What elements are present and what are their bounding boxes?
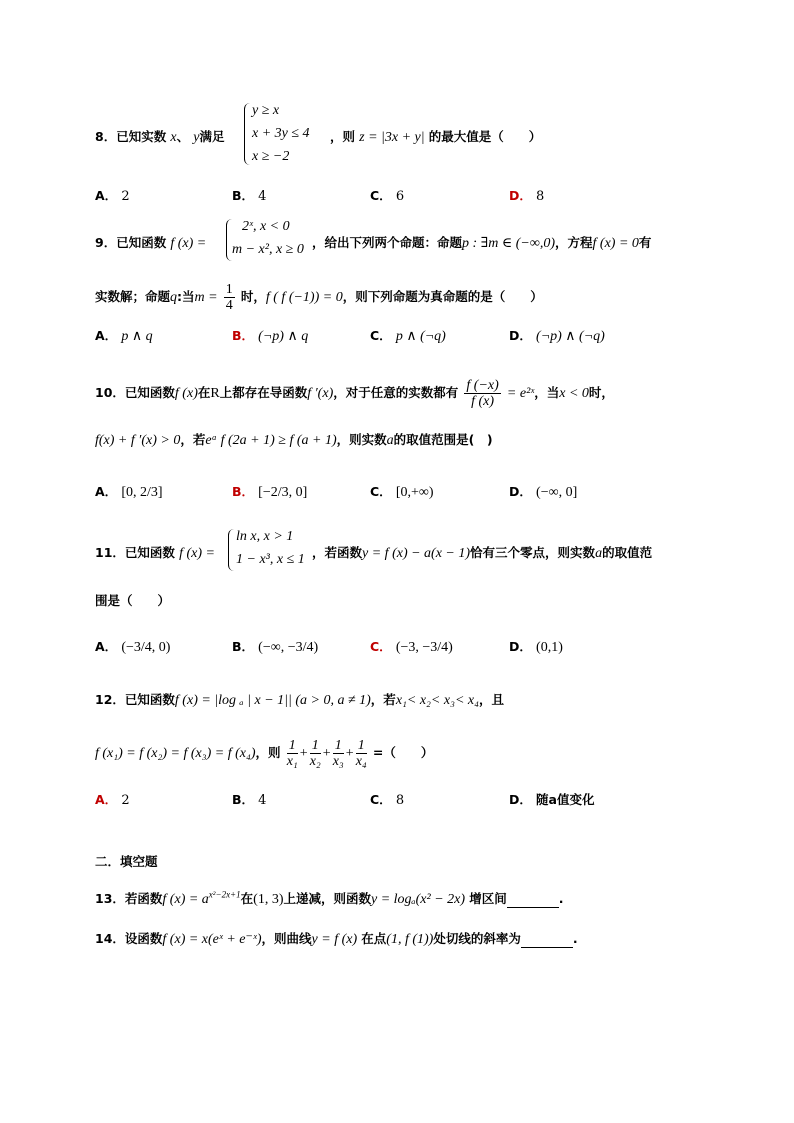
option-label: B．: [232, 792, 255, 807]
q10-mid1: 在: [197, 385, 211, 400]
option-label: A．: [95, 328, 118, 343]
q11-piecewise-brace: [228, 529, 235, 571]
fraction-denominator: 4: [225, 298, 233, 313]
q14-mid2: 在点: [361, 931, 387, 946]
q8-prefix: 已知实数: [116, 129, 167, 144]
option-label: B．: [232, 639, 255, 654]
fraction-denominator: x₂: [309, 754, 321, 769]
q8-var-x: x: [170, 130, 177, 145]
q14-dot: .: [572, 931, 578, 946]
q12-term-4: [356, 738, 367, 769]
q14-number: 14．: [95, 931, 125, 946]
q13-mid2: 上递减，则函数: [283, 891, 371, 906]
q11-option-c: [370, 637, 453, 656]
q8-option-a: [95, 186, 130, 204]
q9-fx: f (x) =: [170, 236, 207, 251]
q10-line2-b: ，则实数: [336, 432, 387, 447]
q9-piece-1: 2ˣ, x < 0: [242, 219, 290, 234]
option-value: (¬p) ∧ q: [258, 329, 309, 344]
q10-prefix: 已知函数: [124, 385, 175, 400]
q12-term-2: [310, 738, 321, 769]
q13-dot: .: [558, 891, 564, 906]
option-value: p ∧ q: [121, 329, 153, 344]
section-title: 二．填空题: [95, 854, 158, 869]
q9-line2-a: 实数解；命题: [95, 289, 171, 304]
q9-mid2: ，方程: [555, 235, 593, 250]
q12-fx: f (x) = |log ₐ | x − 1|| (a > 0, a ≠ 1): [174, 693, 371, 708]
fraction-numerator: 1: [287, 738, 298, 754]
q8-z-text: ，则: [330, 129, 356, 144]
option-value: 2: [121, 189, 130, 204]
option-label: D．: [509, 484, 532, 499]
fraction-denominator: f (x): [471, 394, 495, 409]
q11-piece-2: 1 − x³, x ≤ 1: [236, 552, 305, 567]
q11-end1: 的取值范: [602, 545, 653, 560]
q8-system-brace: [244, 103, 251, 165]
q11-mid2: 恰有三个零点，则实数: [470, 545, 596, 560]
option-value: 4: [258, 189, 267, 204]
q10-R: R: [210, 386, 220, 401]
q12-number: 12．: [95, 692, 125, 707]
q8-var-y: y: [193, 130, 200, 145]
q11-line2: 围是（ ）: [95, 593, 171, 608]
q12-option-c: [370, 790, 404, 808]
q10-a-var: a: [386, 433, 394, 448]
q14-answer-blank[interactable]: [521, 933, 573, 948]
option-label-answer: D．: [509, 188, 532, 203]
option-value: (0,1): [536, 640, 563, 655]
q12-option-a: [95, 790, 130, 808]
q14-curve: y = f (x): [311, 932, 358, 947]
q13-number: 13．: [95, 891, 125, 906]
q9-fraction: [224, 282, 235, 313]
option-label: A．: [95, 188, 118, 203]
q10-fx: f (x): [174, 386, 198, 401]
q8-number: 8．: [95, 129, 117, 144]
q8-option-c: [370, 186, 404, 204]
q12-end1: ，且: [478, 692, 504, 707]
q13-answer-blank[interactable]: [507, 893, 559, 908]
q11-number: 11．: [95, 545, 125, 560]
q8-constraint-3: x ≥ −2: [252, 149, 290, 164]
q10-number: 10．: [95, 385, 125, 400]
q12-prefix: 已知函数: [124, 692, 175, 707]
q10-option-b: [232, 482, 307, 501]
q8-option-b: [232, 186, 266, 204]
option-label-answer: A．: [95, 792, 118, 807]
fraction-denominator: x₄: [355, 754, 367, 769]
q13-fx: f (x) = a: [162, 892, 209, 907]
q12-line2-expr: f (x₁) = f (x₂) = f (x₃) = f (x₄): [95, 746, 256, 761]
option-label-answer: C．: [370, 639, 392, 654]
q14-prefix: 设函数: [124, 931, 163, 946]
option-label: C．: [370, 792, 392, 807]
question-14: [95, 929, 578, 948]
q10-mid4: ，当: [534, 385, 560, 400]
q10-fraction: [464, 378, 500, 409]
q10-fpx: f ′(x): [307, 386, 334, 401]
q9-end1: 有: [638, 235, 652, 250]
option-label: A．: [95, 484, 118, 499]
q10-end1: 时，: [588, 385, 614, 400]
option-value: (−3, −3/4): [395, 640, 453, 655]
option-value: [−2/3, 0]: [258, 485, 308, 500]
q8-constraint-2: x + 3y ≤ 4: [252, 126, 310, 141]
q9-line2-c: 时，: [240, 289, 266, 304]
option-value: (−∞, 0]: [536, 485, 578, 500]
option-value: 8: [536, 189, 545, 204]
q10-line2-a: ，若: [180, 432, 206, 447]
q8-option-d: [509, 186, 544, 204]
option-value: 随a值变化: [536, 792, 595, 807]
q9-line2-b: :当: [177, 289, 195, 304]
q8-z-expr: z = |3x + y|: [359, 130, 425, 145]
option-value: 6: [395, 189, 405, 204]
q8-sep: 、: [176, 129, 190, 144]
q10-mid3: ，对于任意的实数都有: [333, 385, 459, 400]
q12-term-1: [287, 738, 298, 769]
q12-mid: ，若: [370, 692, 396, 707]
option-value: 8: [395, 793, 405, 808]
q12-line2-a: ，则: [255, 745, 281, 760]
fraction-numerator: 1: [310, 738, 321, 754]
q9-q-var: q: [170, 290, 178, 305]
fraction-numerator: 1: [225, 282, 233, 297]
q14-point: (1, f (1)): [386, 932, 434, 947]
q13-mid: 在: [240, 891, 254, 906]
q11-prefix: 已知函数: [124, 545, 175, 560]
q9-option-c: [370, 326, 446, 345]
option-label: C．: [370, 484, 392, 499]
q10-cond: x < 0: [559, 386, 589, 401]
q9-option-d: [509, 326, 605, 345]
q11-a-var: a: [595, 546, 603, 561]
q10-option-a: [95, 482, 163, 501]
option-label: D．: [509, 639, 532, 654]
q10-line2-expr: f(x) + f ′(x) > 0: [95, 433, 181, 448]
q11-option-d: [509, 637, 563, 656]
option-label: D．: [509, 328, 532, 343]
q10-option-c: [370, 482, 434, 501]
q9-eq: f (x) = 0: [592, 236, 639, 251]
q9-prefix: 已知函数: [116, 235, 167, 250]
option-label: C．: [370, 188, 392, 203]
q9-option-b: [232, 326, 308, 345]
option-label: D．: [509, 792, 532, 807]
q9-mid: ，给出下列两个命题：命题: [312, 235, 463, 250]
fraction-numerator: 1: [356, 738, 367, 754]
option-value: (−3/4, 0): [121, 640, 171, 655]
q14-fx: f (x) = x(eˣ + e⁻ˣ): [162, 932, 262, 947]
q8-constraint-1: y ≥ x: [252, 103, 280, 118]
q11-option-b: [232, 637, 318, 656]
option-label-answer: B．: [232, 328, 255, 343]
q10-eq-rhs: = e²ˣ: [506, 386, 535, 401]
q9-line2-d: ，则下列命题为真命题的是（ ）: [342, 289, 543, 304]
q11-g-expr: y = f (x) − a(x − 1): [362, 546, 471, 561]
option-value: (−∞, −3/4): [258, 640, 319, 655]
q11-option-a: [95, 637, 170, 656]
option-value: (¬p) ∧ (¬q): [536, 329, 605, 344]
q10-ineq: eᵃ f (2a + 1) ≥ f (a + 1): [205, 433, 337, 448]
option-value: 2: [121, 793, 130, 808]
option-value: [0, 2/3]: [121, 485, 163, 500]
fraction-denominator: x₃: [332, 754, 344, 769]
fraction-numerator: f (−x): [466, 378, 499, 393]
q13-prefix: 若函数: [124, 891, 163, 906]
option-label-answer: B．: [232, 484, 255, 499]
question-13: [95, 889, 563, 908]
option-label: B．: [232, 188, 255, 203]
q9-p-expr: p : ∃m ∈ (−∞,0): [462, 236, 555, 251]
q13-interval: (1, 3): [253, 892, 284, 907]
q12-option-b: [232, 790, 266, 808]
q13-g: y = logₐ(x² − 2x): [371, 892, 466, 907]
option-value: p ∧ (¬q): [395, 329, 446, 344]
q13-end: 增区间: [469, 891, 507, 906]
q11-mid: ，若函数: [312, 545, 363, 560]
q11-piece-1: ln x, x > 1: [236, 529, 294, 544]
q11-fx: f (x) =: [179, 546, 215, 561]
q12-order: x₁< x₂< x₃< x₄: [395, 693, 479, 708]
option-label: C．: [370, 328, 392, 343]
q13-exponent: x²−2x+1: [208, 889, 241, 900]
q10-line2-c: 的取值范围是( ): [393, 432, 493, 447]
q12-term-3: [333, 738, 344, 769]
fraction-numerator: 1: [333, 738, 344, 754]
q10-mid2: 上都存在导函数: [219, 385, 308, 400]
q8-suffix: 的最大值是（ ）: [428, 129, 542, 144]
q14-end: 处切线的斜率为: [433, 931, 521, 946]
q9-ff-expr: f ( f (−1)) = 0: [265, 290, 343, 305]
option-label: A．: [95, 639, 118, 654]
q9-piece-2: m − x², x ≥ 0: [232, 242, 304, 257]
q9-option-a: [95, 326, 153, 345]
option-value: 4: [258, 793, 267, 808]
q14-mid: ，则曲线: [261, 931, 312, 946]
q12-eq-end: =（ ）: [372, 745, 434, 760]
q8-mid: 满足: [199, 129, 225, 144]
q9-m-eq: m =: [194, 290, 218, 305]
q12-option-d: [509, 790, 594, 808]
fraction-denominator: x₁: [286, 754, 298, 769]
q10-option-d: [509, 482, 577, 501]
q9-number: 9．: [95, 235, 117, 250]
option-value: [0,+∞): [395, 485, 434, 500]
